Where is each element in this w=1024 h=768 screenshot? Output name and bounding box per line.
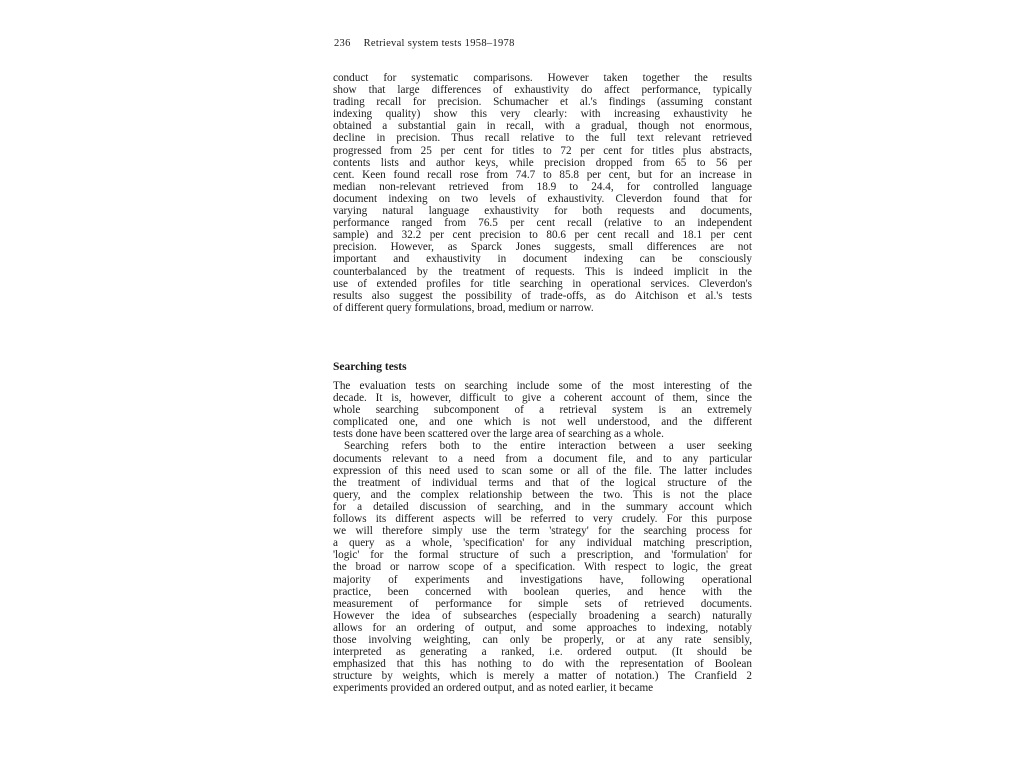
text-line: a query as a whole, 'specification' for any individual matching prescription, (333, 537, 752, 550)
paragraph-evaluation-tests (333, 380, 752, 440)
text-line: contents lists and author keys, while precision dropped from 65 to 56 per (333, 156, 752, 169)
text-line: expression of this need used to scan some or all of the file. The latter includes (333, 464, 752, 477)
text-line: the treatment of individual terms and that of the logical structure of the (333, 476, 752, 489)
text-line: precision. However, as Sparck Jones suggests, small differences are not (333, 241, 752, 254)
text-line: practice, been concerned with boolean queries, and hence with the (333, 585, 752, 598)
text-line: experiments provided an ordered output, and as noted earlier, it became (333, 682, 654, 695)
text-line: allows for an ordering of output, and some approaches to indexing, notably (333, 621, 752, 634)
text-line: However the idea of subsearches (especially broadening a search) naturally (333, 609, 752, 622)
text-line: document indexing on two levels of exhaustivity. Cleverdon found that for (333, 192, 752, 205)
text-line: complicated one, and one which is not well understood, and the different (333, 416, 752, 429)
text-line: for a detailed discussion of searching, and in the summary account which (333, 500, 752, 513)
text-line: show that large differences of exhaustivity do affect performance, typically (333, 84, 752, 97)
text-line: varying natural language exhaustivity for both requests and documents, (333, 205, 752, 218)
text-line: sample) and 32.2 per cent precision to 80.6 per cent recall and 18.1 per cent (333, 229, 752, 242)
text-line: conduct for systematic comparisons. However taken together the results (333, 72, 752, 84)
text-line: trading recall for precision. Schumacher et al.'s findings (assuming constant (333, 96, 752, 109)
running-head-title: Retrieval system tests 1958–1978 (363, 38, 515, 49)
text-line: use of extended profiles for title searching in operational services. Cleverdon's (333, 277, 752, 290)
running-head (334, 38, 515, 49)
text-line: we will therefore simply use the term 'strategy' for the searching process for (333, 525, 752, 538)
text-line: those involving weighting, can only be properly, or at any rate sensibly, (333, 633, 752, 646)
text-line: cent. Keen found recall rose from 74.7 to 85.8 per cent, but for an increase in (333, 168, 752, 181)
text-line: decline in precision. Thus recall relative to the full text relevant retrieved (333, 132, 752, 145)
text-line: the broad or narrow scope of a specification. With respect to logic, the great (333, 561, 752, 574)
text-line: indexing quality) show this very clearly: with increasing exhaustivity he (333, 108, 752, 121)
text-line: obtained a substantial gain in recall, with a gradual, though not enormous, (333, 120, 752, 133)
text-line: Searching refers both to the entire interaction between a user seeking (344, 440, 752, 453)
text-line: 'logic' for the formal structure of such a prescription, and 'formulation' for (333, 549, 752, 562)
text-line: performance ranged from 76.5 per cent recall (relative to an independent (333, 217, 752, 230)
text-line: follows its different aspects will be referred to very crudely. For this purpose (333, 513, 752, 526)
text-line: counterbalanced by the treatment of requests. This is indeed implicit in the (333, 265, 752, 278)
text-line: documents relevant to a need from a document file, and to any particular (333, 452, 752, 465)
text-line: important and exhaustivity in document indexing can be consciously (333, 253, 752, 266)
section-heading: Searching tests (333, 361, 407, 373)
text-line: decade. It is, however, difficult to give a coherent account of them, since the (333, 392, 752, 405)
text-line: measurement of performance for simple sets of retrieved documents. (333, 597, 752, 610)
text-line: whole searching subcomponent of a retrieval system is an extremely (333, 404, 752, 417)
text-line: tests done have been scattered over the large area of searching as a whole. (333, 428, 664, 441)
searching-tests-body (333, 380, 752, 694)
text-line: structure by weights, which is merely a matter of notation.) The Cranfield 2 (333, 670, 752, 683)
text-line: progressed from 25 per cent for titles to 72 per cent for titles plus abstracts, (333, 144, 752, 157)
paragraph-searching-refers (333, 440, 752, 694)
text-line: emphasized that this has nothing to do with the representation of Boolean (333, 658, 752, 671)
text-line: median non-relevant retrieved from 18.9 to 24.4, for controlled language (333, 180, 752, 193)
text-line: query, and the complex relationship between the two. This is not the place (333, 488, 752, 501)
text-line: interpreted as generating a ranked, i.e. ordered output. (It should be (333, 646, 752, 659)
text-line: majority of experiments and investigations have, following operational (333, 573, 752, 586)
text-line: of different query formulations, broad, medium or narrow. (333, 301, 594, 314)
text-line: results also suggest the possibility of trade-offs, as do Aitchison et al.'s tests (333, 289, 752, 302)
paragraph-exhaustivity (333, 72, 752, 314)
page-number: 236 (334, 38, 351, 49)
text-line: The evaluation tests on searching include some of the most interesting of the (333, 380, 752, 392)
